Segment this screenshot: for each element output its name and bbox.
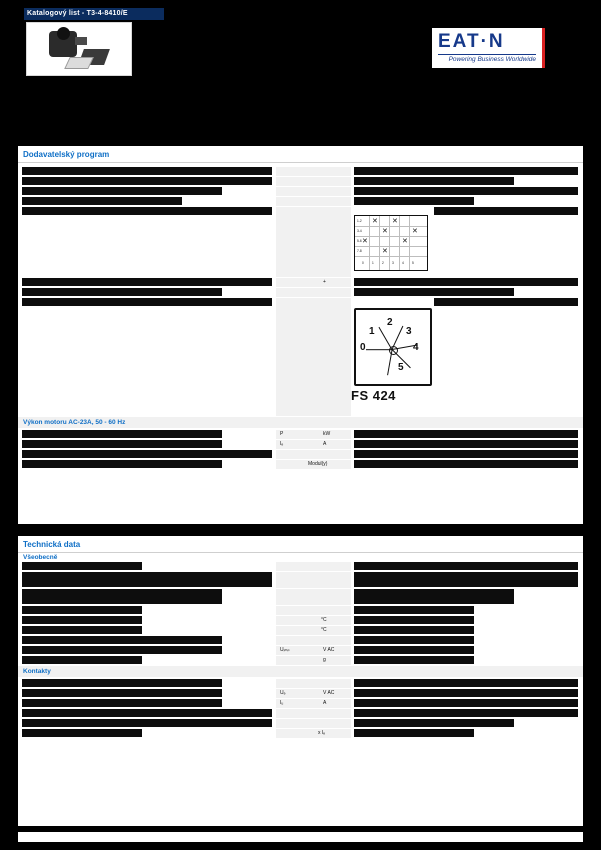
row-unit-cell bbox=[276, 679, 351, 688]
row-label bbox=[22, 207, 272, 215]
row-unit-cell bbox=[276, 709, 351, 718]
row-symbol: Uₑ bbox=[280, 690, 286, 696]
row-unit: kW bbox=[323, 431, 331, 437]
diagram-col-label: 2 bbox=[382, 261, 384, 265]
row-value bbox=[354, 187, 578, 195]
row-label bbox=[22, 636, 222, 644]
switch-plate-label: FS 424 bbox=[351, 388, 396, 403]
row-unit: °C bbox=[321, 627, 327, 633]
supply-program-section bbox=[18, 146, 583, 524]
row-value bbox=[354, 197, 474, 205]
row-label bbox=[22, 440, 222, 448]
row-label bbox=[22, 656, 142, 664]
switch-position-3: 3 bbox=[406, 326, 412, 337]
table-row bbox=[18, 450, 583, 460]
table-row bbox=[18, 187, 583, 197]
row-unit-cell bbox=[276, 689, 351, 698]
row-unit-cell bbox=[276, 430, 351, 439]
diagram-mark: ✕ bbox=[372, 218, 378, 225]
row-value bbox=[354, 709, 578, 717]
row-unit-cell bbox=[276, 278, 351, 287]
row-label bbox=[22, 689, 222, 697]
row-label bbox=[22, 288, 222, 296]
row-label bbox=[22, 729, 142, 737]
band-mid-fill bbox=[276, 666, 351, 677]
eaton-logo-tagline: Powering Business Worldwide bbox=[448, 56, 536, 63]
product-image bbox=[26, 22, 132, 76]
row-label bbox=[22, 646, 222, 654]
motor-power-band bbox=[18, 417, 583, 428]
row-value bbox=[434, 207, 578, 215]
row-value bbox=[354, 606, 474, 614]
row-unit-cell bbox=[276, 288, 351, 297]
row-value bbox=[354, 626, 474, 634]
table-row bbox=[18, 167, 583, 177]
row-value bbox=[354, 430, 578, 438]
row-value bbox=[354, 656, 474, 664]
row-label bbox=[22, 626, 142, 634]
table-row bbox=[18, 646, 583, 656]
table-row bbox=[18, 626, 583, 636]
row-unit-cell bbox=[276, 636, 351, 645]
row-unit: °C bbox=[321, 617, 327, 623]
row-label bbox=[22, 606, 142, 614]
row-label bbox=[22, 278, 272, 286]
switch-position-5: 5 bbox=[398, 362, 404, 373]
table-row bbox=[18, 699, 583, 709]
table-row bbox=[18, 430, 583, 440]
row-label bbox=[22, 197, 182, 205]
row-value bbox=[354, 699, 578, 707]
table-row bbox=[18, 719, 583, 729]
row-symbol: P bbox=[280, 431, 284, 437]
row-value bbox=[354, 589, 514, 604]
table-row bbox=[18, 589, 583, 606]
row-label bbox=[22, 430, 222, 438]
table-row bbox=[18, 679, 583, 689]
diagram-col-label: 1 bbox=[372, 261, 374, 265]
contacts-band-title: Kontakty bbox=[23, 668, 51, 675]
diagram-row-label: 1-2 bbox=[357, 219, 362, 223]
row-unit-cell bbox=[276, 572, 351, 588]
row-label bbox=[22, 177, 272, 185]
row-unit-cell bbox=[276, 626, 351, 635]
table-row bbox=[18, 689, 583, 699]
diagram-col-label: 4 bbox=[402, 261, 404, 265]
row-unit: V AC bbox=[323, 690, 335, 696]
general-subsection-title: Všeobecně bbox=[23, 554, 58, 561]
contacts-band bbox=[18, 666, 583, 677]
switch-symbol-row bbox=[18, 298, 583, 417]
diagram-col-label: 0 bbox=[362, 261, 364, 265]
motor-power-band-title: Výkon motoru AC-23A, 50 - 60 Hz bbox=[23, 419, 126, 426]
row-label bbox=[22, 562, 142, 570]
row-label bbox=[22, 572, 272, 587]
row-symbol: Iₑ bbox=[280, 441, 284, 447]
row-value bbox=[354, 616, 474, 624]
row-unit-cell bbox=[276, 197, 351, 206]
table-row bbox=[18, 636, 583, 646]
row-value bbox=[354, 460, 578, 468]
row-symbol: + bbox=[323, 279, 326, 285]
table-row bbox=[18, 729, 583, 739]
row-unit: A bbox=[323, 441, 327, 447]
table-row bbox=[18, 606, 583, 616]
supply-section-title: Dodavatelský program bbox=[18, 146, 583, 163]
row-unit-cell bbox=[276, 616, 351, 625]
switch-front-plate-symbol bbox=[354, 308, 432, 386]
eaton-logo bbox=[432, 28, 545, 68]
row-label bbox=[22, 719, 272, 727]
row-value bbox=[354, 636, 474, 644]
row-label bbox=[22, 298, 272, 306]
table-row bbox=[18, 572, 583, 589]
row-unit: x Iₑ bbox=[318, 730, 326, 736]
diagram-row-label: 5-6 bbox=[357, 239, 362, 243]
diagram-mark: ✕ bbox=[382, 248, 388, 255]
row-unit-cell bbox=[276, 440, 351, 449]
row-unit: g bbox=[323, 657, 326, 663]
table-row bbox=[18, 460, 583, 470]
table-row bbox=[18, 562, 583, 572]
technical-data-section bbox=[18, 536, 583, 826]
table-row bbox=[18, 197, 583, 207]
row-unit-cell bbox=[276, 719, 351, 728]
row-symbol: Uᵢₘₚ bbox=[280, 647, 290, 653]
row-unit-cell bbox=[276, 450, 351, 459]
switch-position-2: 2 bbox=[387, 317, 393, 328]
row-unit: Modul(y) bbox=[308, 461, 328, 467]
table-row bbox=[18, 177, 583, 187]
row-unit-cell bbox=[276, 589, 351, 605]
row-unit-cell bbox=[276, 167, 351, 176]
switch-pointer bbox=[387, 349, 393, 375]
product-knob bbox=[57, 27, 70, 40]
table-row bbox=[18, 709, 583, 719]
row-unit-cell bbox=[276, 606, 351, 615]
diagram-row-label: 7-8 bbox=[357, 249, 362, 253]
row-unit-cell bbox=[276, 729, 351, 738]
contact-sequence-diagram bbox=[354, 215, 428, 271]
switch-pointer bbox=[378, 327, 392, 350]
page-title: Katalogový list - T3-4-8410/E bbox=[27, 10, 128, 17]
band-mid-fill bbox=[276, 417, 351, 428]
product-front-plate bbox=[64, 57, 94, 69]
row-value bbox=[354, 177, 514, 185]
row-unit: A bbox=[323, 700, 327, 706]
row-unit-cell bbox=[276, 656, 351, 665]
row-label bbox=[22, 187, 222, 195]
diagram-mark: ✕ bbox=[362, 238, 368, 245]
switch-pointer bbox=[366, 349, 392, 350]
document-title-bar bbox=[24, 8, 164, 20]
row-value bbox=[354, 278, 578, 286]
switch-position-1: 1 bbox=[369, 326, 375, 337]
row-label bbox=[22, 679, 222, 687]
row-value bbox=[354, 572, 578, 587]
eaton-logo-rule bbox=[438, 54, 536, 55]
row-label bbox=[22, 709, 272, 717]
row-value bbox=[434, 298, 578, 306]
row-unit-cell bbox=[276, 187, 351, 196]
diagram-col-label: 5 bbox=[412, 261, 414, 265]
row-value bbox=[354, 719, 514, 727]
table-row bbox=[18, 440, 583, 450]
diagram-col-label: 3 bbox=[392, 261, 394, 265]
switch-position-0: 0 bbox=[360, 342, 366, 353]
row-unit-cell bbox=[276, 298, 351, 416]
row-unit: V AC bbox=[323, 647, 335, 653]
row-label bbox=[22, 460, 222, 468]
row-unit-cell bbox=[276, 562, 351, 571]
switch-position-4: 4 bbox=[413, 342, 419, 353]
row-value bbox=[354, 288, 514, 296]
row-symbol: Iᵤ bbox=[280, 700, 284, 706]
table-row bbox=[18, 288, 583, 298]
row-label bbox=[22, 450, 272, 458]
contact-diagram-row bbox=[18, 207, 583, 278]
row-value bbox=[354, 562, 578, 570]
row-unit-cell bbox=[276, 177, 351, 186]
diagram-mark: ✕ bbox=[412, 228, 418, 235]
footer-strip bbox=[18, 832, 583, 842]
row-value bbox=[354, 167, 578, 175]
row-label bbox=[22, 699, 222, 707]
row-value bbox=[354, 646, 474, 654]
row-unit-cell bbox=[276, 699, 351, 708]
diagram-mark: ✕ bbox=[402, 238, 408, 245]
row-value bbox=[354, 689, 578, 697]
table-row bbox=[18, 278, 583, 288]
technical-section-title: Technická data bbox=[18, 536, 583, 553]
row-unit-cell bbox=[276, 207, 351, 277]
eaton-logo-name: EAT·N bbox=[438, 31, 505, 52]
row-value bbox=[354, 679, 578, 687]
row-label bbox=[22, 167, 272, 175]
table-row bbox=[18, 616, 583, 626]
row-label bbox=[22, 616, 142, 624]
table-row bbox=[18, 656, 583, 666]
diagram-mark: ✕ bbox=[382, 228, 388, 235]
row-value bbox=[354, 729, 474, 737]
diagram-row-label: 3-4 bbox=[357, 229, 362, 233]
row-value bbox=[354, 450, 578, 458]
product-shaft bbox=[75, 37, 87, 45]
row-value bbox=[354, 440, 578, 448]
diagram-mark: ✕ bbox=[392, 218, 398, 225]
row-label bbox=[22, 589, 222, 604]
